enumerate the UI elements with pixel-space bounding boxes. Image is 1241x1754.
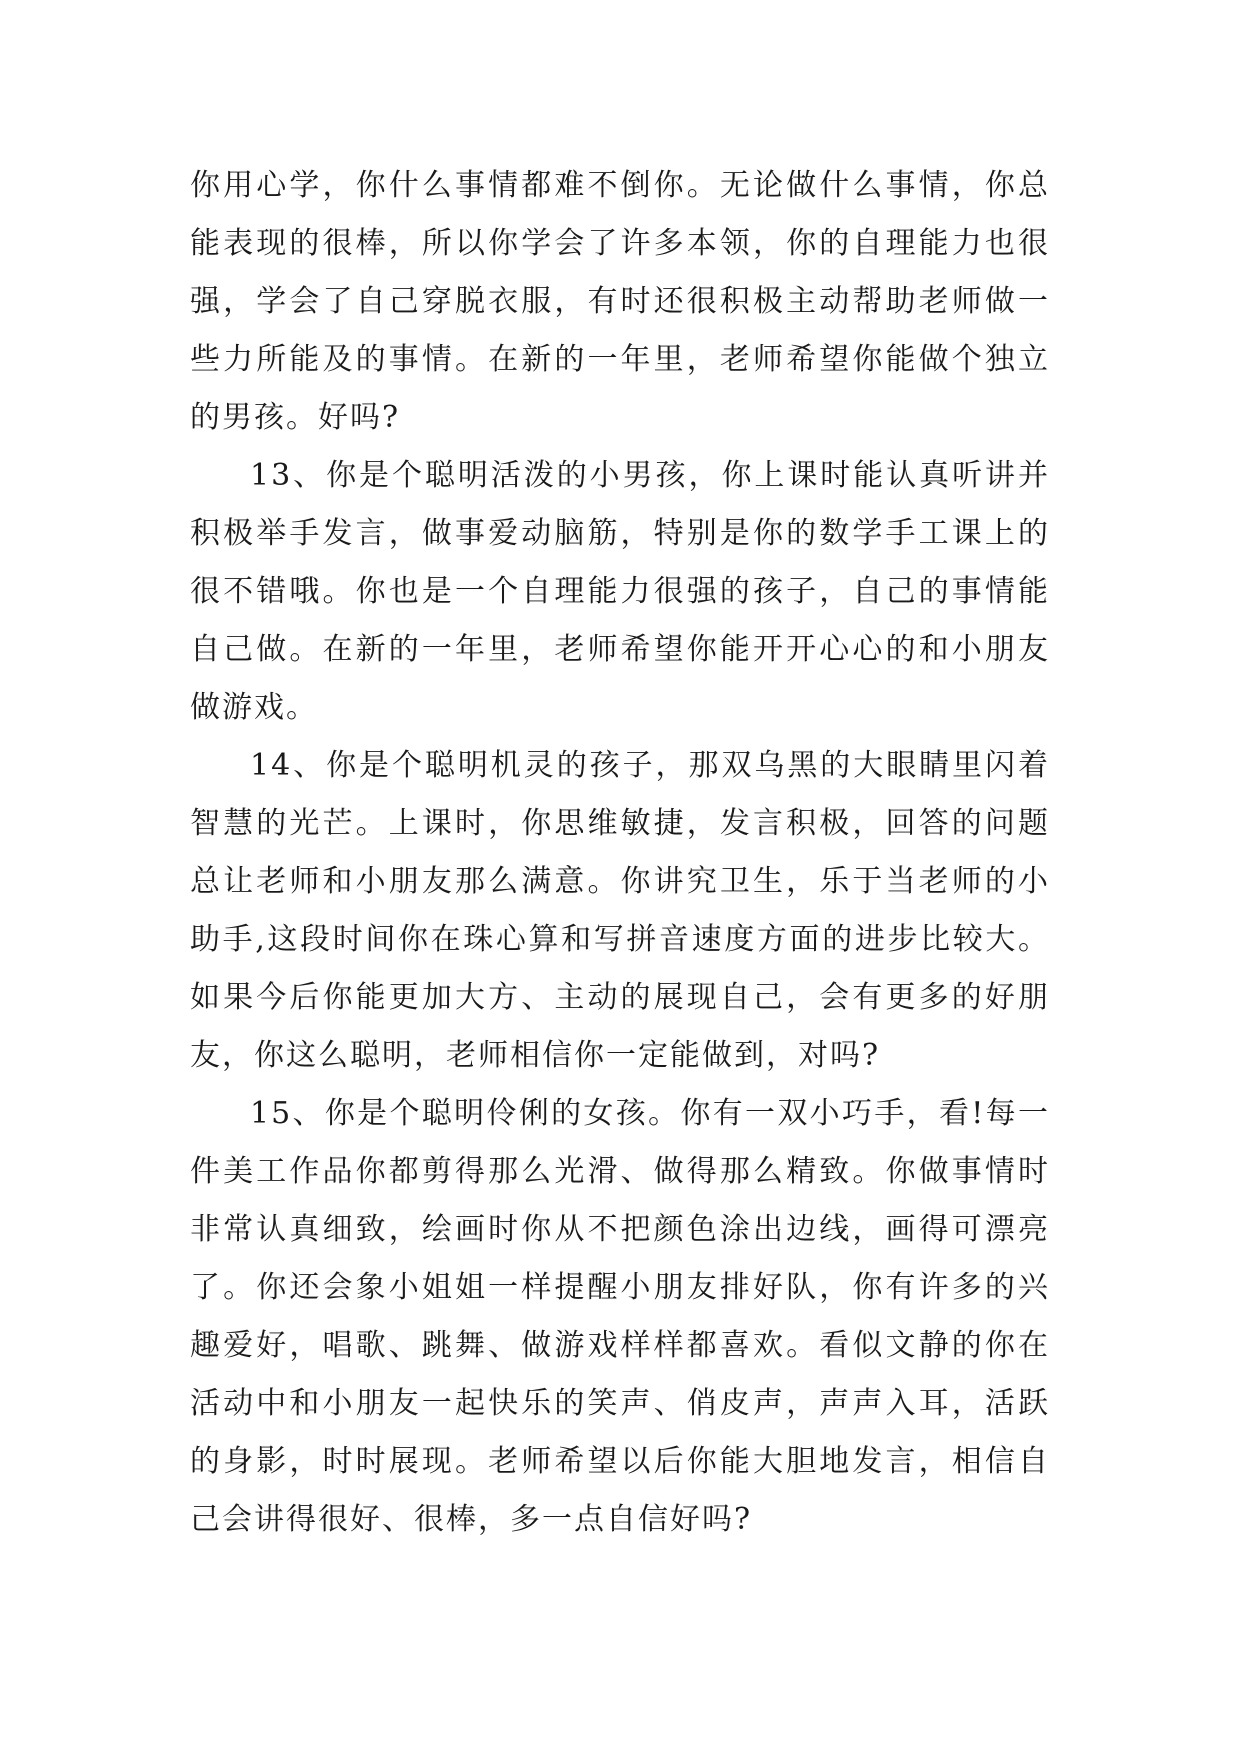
- document-body: [190, 157, 1050, 1549]
- paragraph-15: 15、你是个聪明伶俐的女孩。你有一双小巧手，看!每一件美工作品你都剪得那么光滑、做得那么精致。你做事情时非常认真细致，绘画时你从不把颜色涂出边线，画得可漂亮了。你还会象小姐姐一样提醒小朋友排好队，你有许多的兴趣爱好，唱歌、跳舞、做游戏样样都喜欢。看似文静的你在活动中和小朋友一起快乐的笑声、俏皮声，声声入耳，活跃的身影，时时展现。老师希望以后你能大胆地发言，相信自己会讲得很好、很棒，多一点自信好吗?: [190, 1096, 1050, 1537]
- paragraph-continued: 你用心学，你什么事情都难不倒你。无论做什么事情，你总能表现的很棒，所以你学会了许多本领，你的自理能力也很强，学会了自己穿脱衣服，有时还很积极主动帮助老师做一些力所能及的事情。在新的一年里，老师希望你能做个独立的男孩。好吗?: [190, 168, 1050, 435]
- paragraph-13: 13、你是个聪明活泼的小男孩，你上课时能认真听讲并积极举手发言，做事爱动脑筋，特别是你的数学手工课上的很不错哦。你也是一个自理能力很强的孩子，自己的事情能自己做。在新的一年里，老师希望你能开开心心的和小朋友做游戏。: [190, 458, 1050, 725]
- paragraph-14: 14、你是个聪明机灵的孩子，那双乌黑的大眼睛里闪着智慧的光芒。上课时，你思维敏捷，发言积极，回答的问题总让老师和小朋友那么满意。你讲究卫生，乐于当老师的小助手,这段时间你在珠心算和写拼音速度方面的进步比较大。如果今后你能更加大方、主动的展现自己，会有更多的好朋友，你这么聪明，老师相信你一定能做到，对吗?: [190, 748, 1050, 1073]
